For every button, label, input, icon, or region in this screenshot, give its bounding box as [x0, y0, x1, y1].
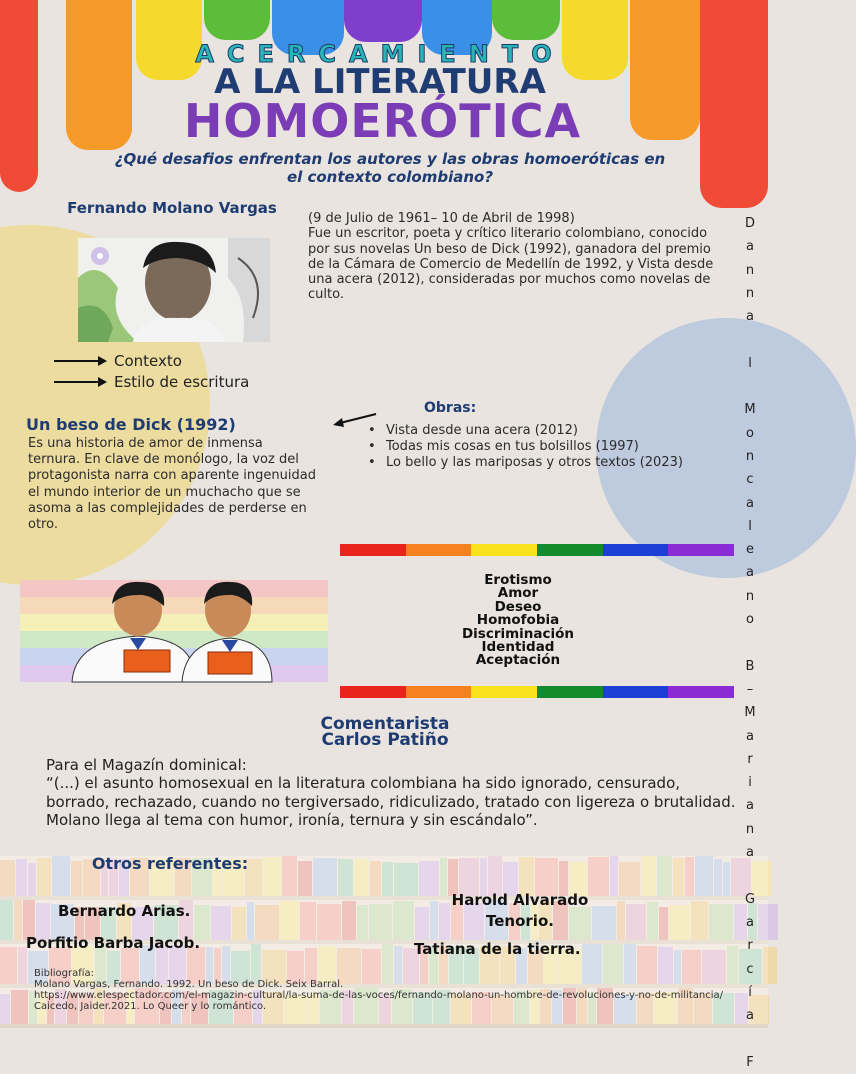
- arrow-right-icon: [52, 354, 108, 368]
- quote-intro: Para el Magazín dominical:: [46, 756, 247, 774]
- credit-letter: a: [746, 565, 754, 581]
- topic-contexto: [52, 352, 312, 370]
- referent-barba-jacob: Porfitio Barba Jacob.: [26, 934, 201, 952]
- credit-letter: a: [746, 728, 754, 744]
- bibliography-entry: https://www.elespectador.com/el-magazin-cultural/la-suma-de-las-voces/fernando-molano-un-hombre-de-revoluciones-y-no-de-militancia/: [34, 990, 723, 1001]
- keywords-list: [418, 574, 618, 668]
- credit-letter: G: [744, 891, 756, 907]
- credit-letter: c: [746, 961, 754, 977]
- credit-letter: a: [746, 1008, 754, 1024]
- commentator-heading: [220, 716, 550, 748]
- title-homoerotica: HOMOERÓTICA: [183, 94, 582, 148]
- credit-letter: M: [744, 705, 756, 721]
- rainbow-bar-top: [340, 544, 734, 556]
- rainbow-bar-bottom: [340, 686, 734, 698]
- arrow-right-icon: [52, 375, 108, 389]
- credit-letter: o: [746, 612, 754, 628]
- credit-letter: M: [744, 402, 756, 418]
- list-item: • Vista desde una acera (2012): [366, 423, 726, 439]
- credit-letter: n: [745, 285, 755, 301]
- guiding-question: ¿Qué desafios enfrentan los autores y las obras homoeróticas en el contexto colombiano?: [114, 150, 666, 186]
- quote-text: “(...) el asunto homosexual en la literatura colombiana ha sido ignorado, censurado, borrado, rechazado, cuando no tergiversado, ridiculizado, tratado con ligereza o brutalidad. Molano llega al tema con humor, ironía, ternura y sin escándalo”.: [46, 774, 736, 829]
- bibliography-label: Bibliografía:: [34, 968, 95, 979]
- keyword: Amor: [497, 585, 539, 602]
- commentator-title: Comentarista: [320, 714, 450, 734]
- keyword: Aceptación: [475, 652, 561, 669]
- credit-letter: e: [746, 542, 754, 558]
- credit-letter: n: [745, 262, 755, 278]
- credit-letter: a: [746, 914, 754, 930]
- author-photo: [78, 238, 270, 342]
- keyword: Identidad: [481, 639, 555, 656]
- commentator-name: Carlos Patiño: [321, 730, 449, 750]
- referent-bernardo-arias: Bernardo Arias.: [58, 902, 191, 920]
- topic-estilo: [52, 373, 312, 391]
- credit-letter: r: [747, 751, 753, 767]
- credit-letter: a: [746, 309, 754, 325]
- otros-heading: Otros referentes:: [91, 854, 249, 873]
- credit-letter: –: [746, 681, 754, 697]
- credit-letter: [740, 631, 760, 654]
- bibliography: [34, 968, 754, 1012]
- credit-letter: [740, 328, 760, 351]
- keyword: Homofobia: [476, 612, 560, 629]
- credit-letter: B: [745, 658, 755, 674]
- bibliography-entry: Caicedo, Jaider.2021. Lo Queer y lo romántico.: [34, 1001, 267, 1012]
- credit-letter: n: [745, 448, 755, 464]
- credit-letter: [740, 375, 760, 398]
- credit-letter: o: [746, 425, 754, 441]
- title-a-la-literatura: A LA LITERATURA: [214, 62, 546, 102]
- book-description: Es una historia de amor de inmensa ternura. En clave de monólogo, la voz del protagonista narra con aparente ingenuidad el mundo interior de un muchacho que se asoma a las complejidades de perderse en otro.: [28, 436, 316, 533]
- bibliography-entry: Molano Vargas, Fernando. 1992. Un beso de Dick. Seix Barral.: [34, 979, 344, 990]
- credit-letter: a: [746, 798, 754, 814]
- author-biography: (9 de Julio de 1961– 10 de Abril de 1998) Fue un escritor, poeta y crítico literario colombiano, conocido por sus novelas Un beso de Dick (1992), ganadora del premio de la Cámara de Comercio de Medellín de 1992, y Vista desde una acera (2012), consideradas por muchos como novelas de culto.: [308, 211, 714, 303]
- credit-letter: r: [747, 938, 753, 954]
- obras-heading: Obras:: [424, 400, 477, 416]
- referent-tatiana: Tatiana de la tierra.: [414, 940, 581, 958]
- credit-letter: l: [748, 518, 752, 534]
- credit-letter: D: [744, 216, 755, 231]
- book-title: Un beso de Dick (1992): [26, 415, 236, 434]
- credit-letter: l: [748, 355, 752, 371]
- keyword: Deseo: [494, 598, 542, 615]
- author-name: Fernando Molano Vargas: [67, 199, 277, 217]
- topic-label: Estilo de escritura: [114, 373, 250, 391]
- credit-letter: [740, 1027, 760, 1050]
- title-acercamiento: ACERCAMIENTO: [195, 40, 565, 68]
- list-item: • Lo bello y las mariposas y otros textos (2023): [366, 455, 726, 471]
- keyword: Erotismo: [484, 572, 552, 588]
- credit-letter: í: [748, 984, 752, 1000]
- boys-illustration: [20, 580, 328, 682]
- credit-letter: F: [746, 1054, 754, 1070]
- vertical-credits: [740, 212, 760, 1074]
- credit-letter: c: [746, 472, 754, 488]
- referent-alvarado-tenorio: Harold Alvarado Tenorio.: [451, 891, 589, 930]
- credit-letter: n: [745, 588, 755, 604]
- credit-letter: i: [748, 775, 752, 791]
- obras-list: [366, 423, 726, 471]
- keyword: Discriminación: [461, 625, 575, 642]
- credit-letter: a: [746, 495, 754, 511]
- credit-letter: a: [746, 239, 754, 255]
- credit-letter: a: [746, 845, 754, 861]
- credit-letter: [740, 864, 760, 887]
- credit-letter: n: [745, 821, 755, 837]
- list-item: • Todas mis cosas en tus bolsillos (1997): [366, 439, 726, 455]
- topic-label: Contexto: [114, 352, 182, 370]
